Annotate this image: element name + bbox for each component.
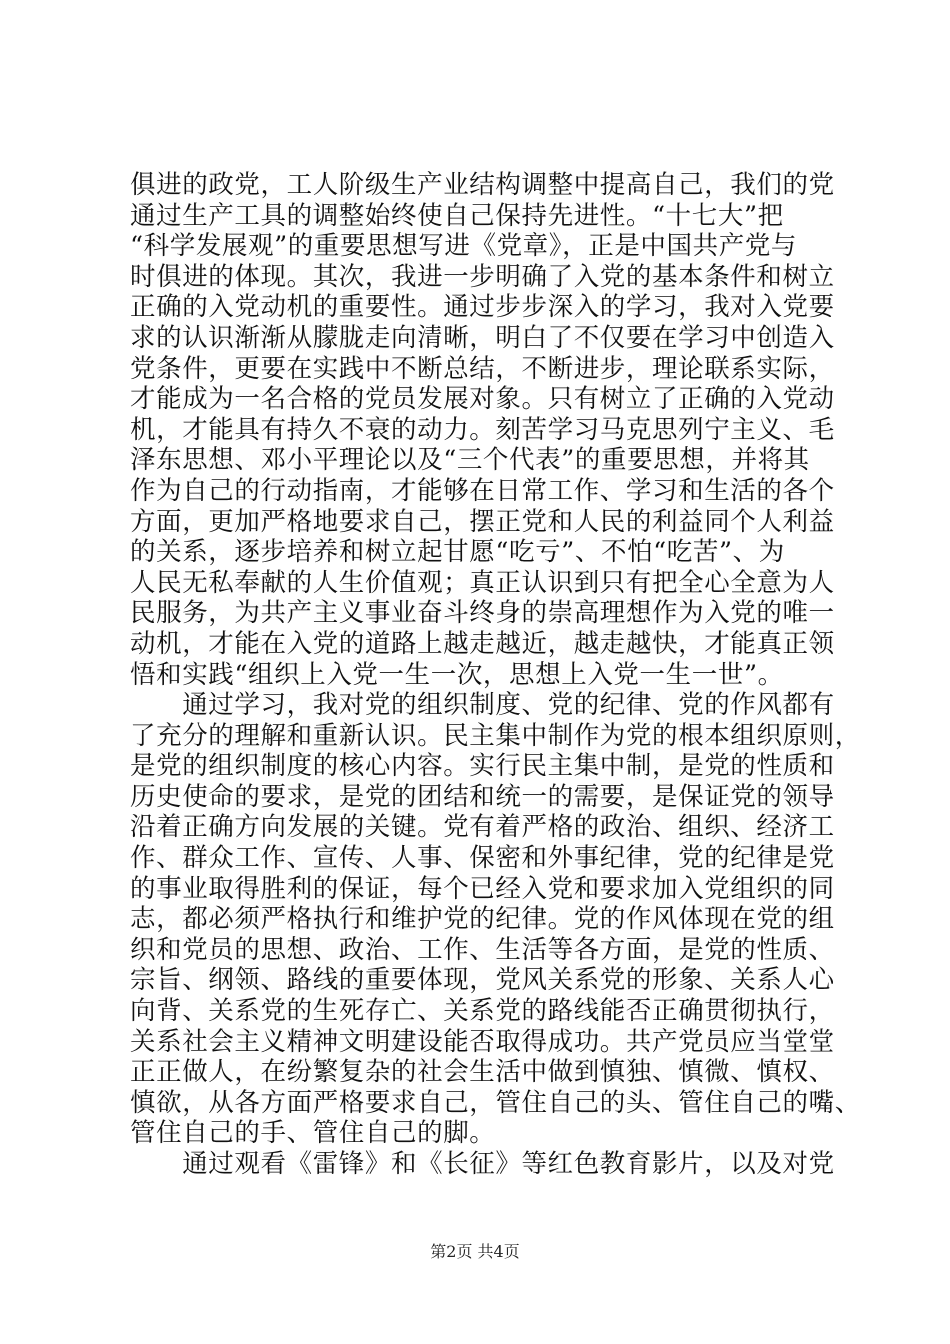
text-line: 志，都必须严格执行和维护党的纪律。党的作风体现在党的组 xyxy=(130,904,835,935)
text-line: 向背、关系党的生死存亡、关系党的路线能否正确贯彻执行， xyxy=(130,996,835,1027)
text-line: 动机，才能在入党的道路上越走越近，越走越快，才能真正领 xyxy=(130,628,835,659)
text-line: 的事业取得胜利的保证，每个已经入党和要求加入党组织的同 xyxy=(130,873,835,904)
text-line: 俱进的政党，工人阶级生产业结构调整中提高自己，我们的党 xyxy=(130,170,835,200)
text-line: 正确的入党动机的重要性。通过步步深入的学习，我对入党要 xyxy=(130,292,835,323)
text-line: 是党的组织制度的核心内容。实行民主集中制，是党的性质和 xyxy=(130,751,835,782)
text-line: 关系社会主义精神文明建设能否取得成功。共产党员应当堂堂 xyxy=(130,1026,835,1057)
text-line: 慎欲，从各方面严格要求自己，管住自己的头、管住自己的嘴、 xyxy=(130,1087,861,1118)
text-line: 方面，更加严格地要求自己，摆正党和人民的利益同个人利益 xyxy=(130,506,835,537)
text-line: “科学发展观”的重要思想写进《党章》，正是中国共产党与 xyxy=(130,231,798,262)
text-line: 织和党员的思想、政治、工作、生活等各方面，是党的性质、 xyxy=(130,934,835,965)
text-line: 通过生产工具的调整始终使自己保持先进性。“十七大”把 xyxy=(130,200,784,231)
text-line: 机，才能具有持久不衰的动力。刻苦学习马克思列宁主义、毛 xyxy=(130,414,835,445)
text-line: 历史使命的要求，是党的团结和统一的需要，是保证党的领导 xyxy=(130,781,835,812)
text-line: 正正做人，在纷繁复杂的社会生活中做到慎独、慎微、慎权、 xyxy=(130,1057,835,1088)
text-line: 宗旨、纲领、路线的重要体现，党风关系党的形象、关系人心 xyxy=(130,965,835,996)
text-line: 时俱进的体现。其次，我进一步明确了入党的基本条件和树立 xyxy=(130,261,835,292)
text-line: 悟和实践“组织上入党一生一次，思想上入党一生一世”。 xyxy=(130,659,784,690)
text-line: 作为自己的行动指南，才能够在日常工作、学习和生活的各个 xyxy=(130,475,835,506)
text-line: 作、群众工作、宣传、人事、保密和外事纪律，党的纪律是党 xyxy=(130,843,835,874)
text-line: 党条件，更要在实践中不断总结，不断进步，理论联系实际， xyxy=(130,353,835,384)
text-line: 了充分的理解和重新认识。民主集中制作为党的根本组织原则， xyxy=(130,720,861,751)
text-line: 泽东思想、邓小平理论以及“三个代表”的重要思想，并将其 xyxy=(130,445,810,476)
text-line: 管住自己的手、管住自己的脚。 xyxy=(130,1118,496,1149)
text-line: 求的认识渐渐从朦胧走向清晰，明白了不仅要在学习中创造入 xyxy=(130,322,835,353)
text-line: 人民无私奉献的人生价值观；真正认识到只有把全心全意为人 xyxy=(130,567,835,598)
text-line: 沿着正确方向发展的关键。党有着严格的政治、组织、经济工 xyxy=(130,812,835,843)
body-text xyxy=(130,170,861,1180)
text-line: 通过观看《雷锋》和《长征》等红色教育影片，以及对党 xyxy=(130,1149,835,1179)
text-line: 的关系，逐步培养和树立起甘愿“吃亏”、不怕“吃苦”、为 xyxy=(130,537,785,568)
page-number-footer: 第2页 共4页 xyxy=(430,1242,520,1261)
text-line: 通过学习，我对党的组织制度、党的纪律、党的作风都有 xyxy=(130,690,835,721)
text-line: 民服务，为共产主义事业奋斗终身的崇高理想作为入党的唯一 xyxy=(130,598,835,629)
text-line: 才能成为一名合格的党员发展对象。只有树立了正确的入党动 xyxy=(130,384,835,415)
